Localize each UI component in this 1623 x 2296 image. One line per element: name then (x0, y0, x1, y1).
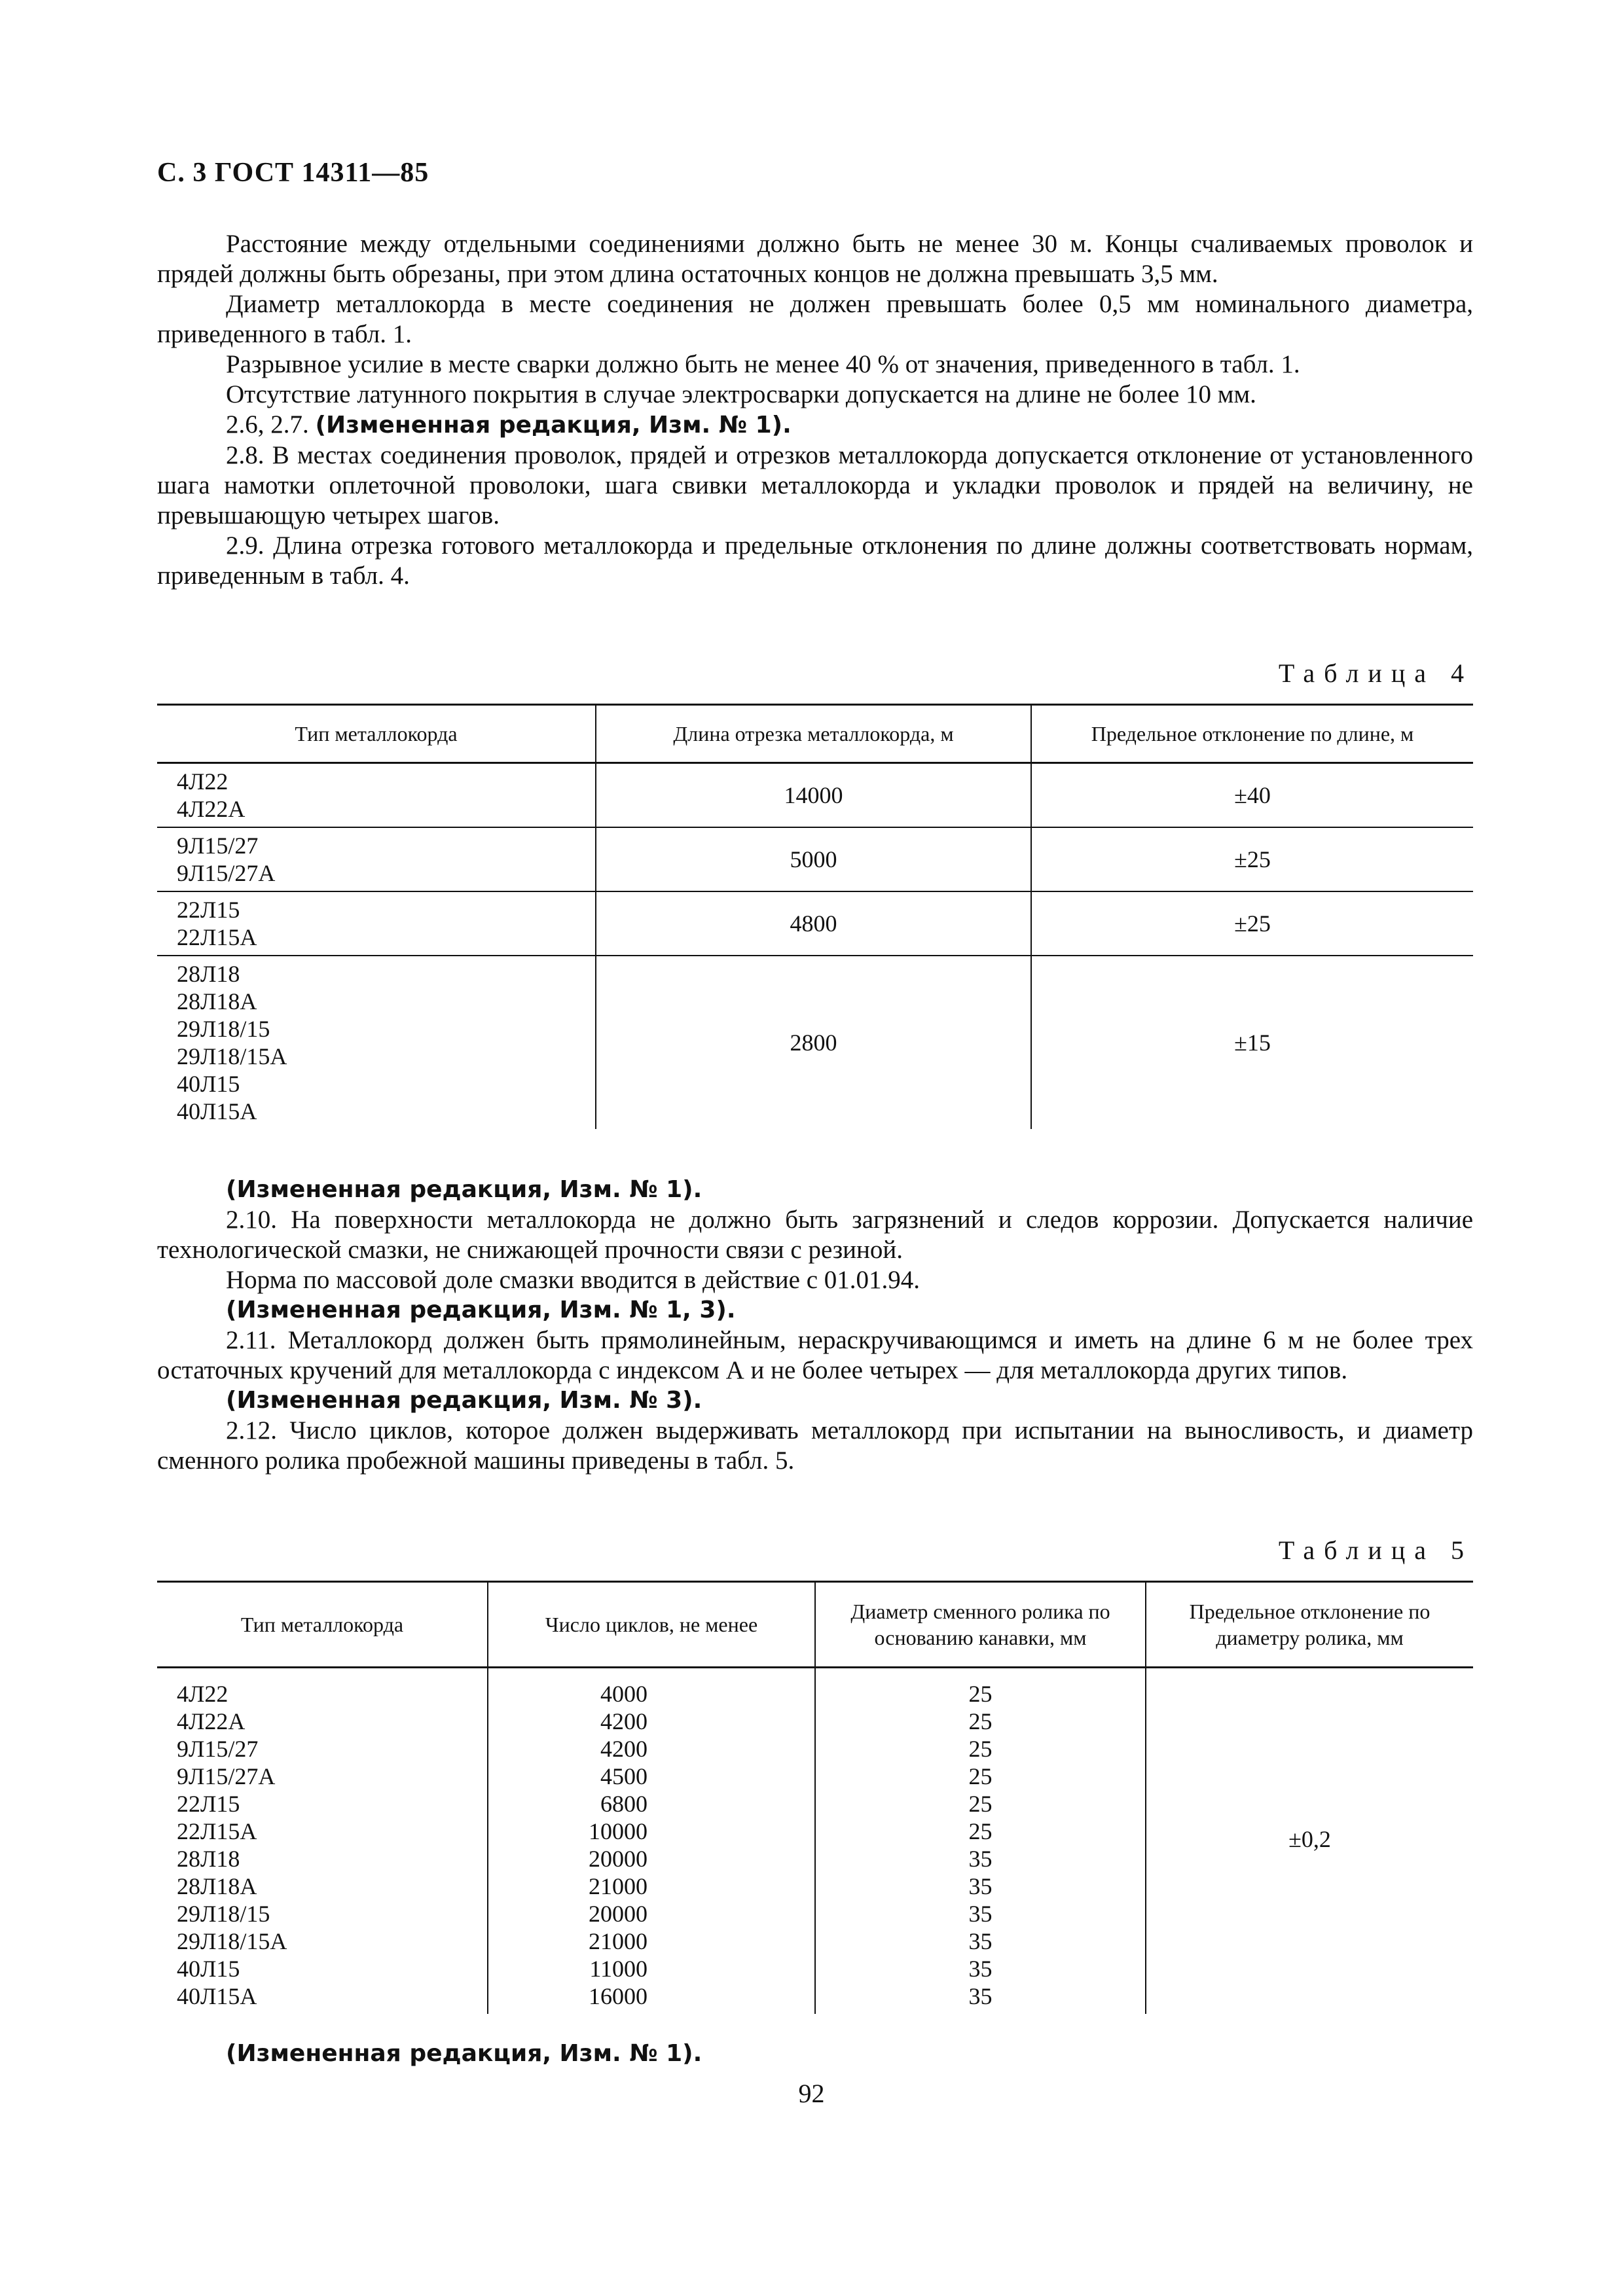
paragraph-text: Разрывное усилие в месте сварки должно быть не менее 40 % от значения, приведенного в табл. 1. (226, 350, 1300, 378)
paragraph-text: 2.12. Число циклов, которое должен выдерживать металлокорд при испытании на выносливость, и диаметр сменного ролика пробежной машины приведены в табл. 5. (157, 1416, 1473, 1475)
cycle-count: 11000 (589, 1956, 647, 1982)
table-4-deviation-cell: ±40 (1031, 763, 1473, 828)
cord-type: 9Л15/27А (177, 860, 276, 886)
paragraph-text: 2.6, 2.7. (226, 410, 316, 439)
paragraph (157, 350, 1473, 380)
table-4-row (157, 763, 1473, 828)
cycle-count: 21000 (589, 1873, 647, 1899)
cord-type: 9Л15/27 (177, 833, 259, 859)
roller-diameter: 25 (968, 1736, 993, 1762)
amendment-note: (Измененная редакция, Изм. № 1, 3). (226, 1297, 736, 1323)
roller-diameter: 25 (968, 1791, 993, 1817)
table-4-header-row (157, 705, 1473, 763)
paragraph-text: Отсутствие латунного покрытия в случае электросварки допускается на длине не более 10 мм. (226, 380, 1256, 408)
paragraph-text: Расстояние между отдельными соединениями должно быть не менее 30 м. Концы счаливаемых проволок и прядей должны быть обрезаны, при этом длина остаточных концов не должна превышать 3,5 мм. (157, 230, 1473, 288)
amendment-note: (Измененная редакция, Изм. № 1). (226, 2040, 702, 2067)
cycle-count: 21000 (589, 1928, 647, 1954)
table-5 (157, 1581, 1473, 2014)
roller-diameter: 25 (968, 1708, 993, 1734)
paragraph-text: Диаметр металлокорда в месте соединения не должен превышать более 0,5 мм номинального диаметра, приведенного в табл. 1. (157, 290, 1473, 348)
roller-diameter: 35 (968, 1928, 993, 1954)
cord-type: 28Л18 (177, 961, 240, 987)
cord-type: 22Л15 (177, 897, 240, 923)
cord-type: 9Л15/27А (177, 1763, 276, 1789)
paragraph (157, 440, 1473, 531)
amendment-note: (Измененная редакция, Изм. № 1). (226, 1176, 702, 1203)
table-4-header-deviation: Предельное отклонение по длине, м (1031, 705, 1473, 763)
cord-type: 4Л22А (177, 1708, 246, 1734)
paragraph (157, 1205, 1473, 1265)
table-5-caption: Таблица 5 (1278, 1535, 1473, 1565)
cycle-count: 20000 (589, 1846, 647, 1872)
cord-type: 9Л15/27 (177, 1736, 259, 1762)
table-4-deviation-cell: ±25 (1031, 827, 1473, 891)
roller-diameter: 25 (968, 1681, 993, 1707)
amendment-note: (Измененная редакция, Изм. № 1). (315, 412, 792, 439)
paragraph (157, 229, 1473, 289)
table-4-deviation-cell: ±25 (1031, 891, 1473, 956)
roller-diameter: 35 (968, 1846, 993, 1872)
cord-type: 22Л15А (177, 924, 257, 950)
table-4-length-cell: 4800 (596, 891, 1031, 956)
table-5-header-diameter: Диаметр сменного ролика по основанию канавки, мм (815, 1582, 1146, 1668)
roller-diameter: 35 (968, 1901, 993, 1927)
table-4-type-cell (157, 956, 596, 1129)
table-5-diameter-cell (815, 1668, 1146, 2015)
text-block-2 (157, 1175, 1473, 1476)
cycle-count: 10000 (589, 1818, 647, 1844)
cord-type: 28Л18А (177, 1873, 257, 1899)
page-header: С. 3 ГОСТ 14311—85 (157, 158, 429, 188)
table-4-length-cell: 2800 (596, 956, 1031, 1129)
table-4-row (157, 891, 1473, 956)
table-4-length-cell: 5000 (596, 827, 1031, 891)
cord-type: 28Л18А (177, 988, 257, 1014)
paragraph (157, 410, 1473, 440)
cord-type: 40Л15А (177, 1983, 257, 2009)
text-block-1 (157, 229, 1473, 591)
table-4-header-length: Длина отрезка металлокорда, м (596, 705, 1031, 763)
cord-type: 40Л15 (177, 1071, 240, 1097)
table-4-type-cell (157, 827, 596, 891)
cord-type: 29Л18/15А (177, 1043, 287, 1069)
table-5-types-cell (157, 1668, 488, 2015)
paragraph (157, 380, 1473, 410)
table-4-row (157, 827, 1473, 891)
table-5-header-type: Тип металлокорда (157, 1582, 488, 1668)
cord-type: 4Л22 (177, 768, 228, 795)
paragraph (157, 1325, 1473, 1386)
cord-type: 29Л18/15А (177, 1928, 287, 1954)
cycle-count: 6800 (600, 1791, 647, 1817)
paragraph-text: 2.9. Длина отрезка готового металлокорда и предельные отклонения по длине должны соответствовать нормам, приведенным в табл. 4. (157, 531, 1473, 590)
table-5-data-row (157, 1668, 1473, 2015)
table-5-header-deviation: Предельное отклонение по диаметру ролика, мм (1146, 1582, 1473, 1668)
cord-type: 28Л18 (177, 1846, 240, 1872)
roller-diameter: 35 (968, 1956, 993, 1982)
table-4-type-cell (157, 891, 596, 956)
cord-type: 22Л15 (177, 1791, 240, 1817)
paragraph-text: 2.8. В местах соединения проволок, прядей и отрезков металлокорда допускается отклонение от установленного шага намотки оплеточной проволоки, шага свивки металлокорда и укладки проволок и прядей на величину, не превышающую четырех шагов. (157, 441, 1473, 529)
cycle-count: 16000 (589, 1983, 647, 2009)
amendment-note: (Измененная редакция, Изм. № 3). (226, 1387, 702, 1414)
text-block-3 (157, 2039, 1473, 2069)
table-4-caption: Таблица 4 (1278, 658, 1473, 688)
roller-diameter: 35 (968, 1983, 993, 2009)
page-number: 92 (798, 2079, 825, 2108)
roller-diameter: 25 (968, 1763, 993, 1789)
cord-type: 4Л22А (177, 796, 246, 822)
table-5-deviation-cell: ±0,2 (1146, 1668, 1473, 2015)
cycle-count: 4500 (600, 1763, 647, 1789)
table-5-cycles-cell (488, 1668, 815, 2015)
table-4-deviation-cell: ±15 (1031, 956, 1473, 1129)
cord-type: 40Л15А (177, 1098, 257, 1124)
table-4-length-cell: 14000 (596, 763, 1031, 828)
table-5-header-row (157, 1582, 1473, 1668)
table-4 (157, 704, 1473, 1129)
cycle-count: 20000 (589, 1901, 647, 1927)
paragraph-text: 2.11. Металлокорд должен быть прямолинейным, нераскручивающимся и иметь на длине 6 м не более трех остаточных кручений для металлокорда с индексом А и не более четырех — для металлокорда других типов. (157, 1326, 1473, 1384)
table-4-row (157, 956, 1473, 1129)
cycle-count: 4000 (600, 1681, 647, 1707)
cord-type: 22Л15А (177, 1818, 257, 1844)
cord-type: 29Л18/15 (177, 1901, 270, 1927)
cord-type: 40Л15 (177, 1956, 240, 1982)
roller-diameter: 25 (968, 1818, 993, 1844)
cord-type: 29Л18/15 (177, 1016, 270, 1042)
table-4-header-type: Тип металлокорда (157, 705, 596, 763)
paragraph-text: 2.10. На поверхности металлокорда не должно быть загрязнений и следов коррозии. Допускается наличие технологической смазки, не снижающей прочности связи с резиной. (157, 1206, 1473, 1264)
table-4-type-cell (157, 763, 596, 828)
cord-type: 4Л22 (177, 1681, 228, 1707)
table-5-header-cycles: Число циклов, не менее (488, 1582, 815, 1668)
paragraph (157, 289, 1473, 350)
paragraph-text: Норма по массовой доле смазки вводится в действие с 01.01.94. (226, 1266, 921, 1294)
paragraph (157, 1416, 1473, 1476)
paragraph (157, 531, 1473, 591)
roller-diameter: 35 (968, 1873, 993, 1899)
cycle-count: 4200 (600, 1736, 647, 1762)
paragraph (157, 1265, 1473, 1295)
cycle-count: 4200 (600, 1708, 647, 1734)
